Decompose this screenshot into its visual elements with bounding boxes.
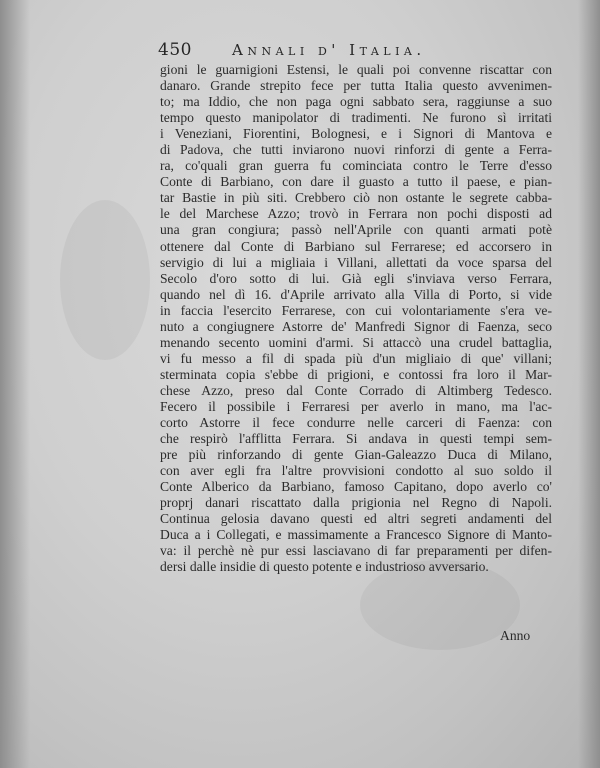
text-line: quando nel dì 16. d'Aprile arrivato alla Villa di Porto, si vide [160,286,552,302]
text-line: che respirò l'afflitta Ferrara. Si andava in questi tempi sem- [160,431,552,447]
text-line: di Padova, che tutti inviarono nuovi rinforzi di gente a Ferra- [160,142,552,158]
text-line: menando secento uomini d'armi. Si attaccò una crudel battaglia, [160,334,552,350]
text-line: con aver egli fra l'altre provvisioni condotto al suo soldo il [160,463,552,479]
text-line: Conte Alberico da Barbiano, famoso Capitano, dopo averlo co' [160,479,552,495]
page-number: 450 [158,40,192,60]
body-text [160,62,552,576]
text-line: chese Azzo, preso dal Conte Corrado di Altimberg Tedesco. [160,382,552,398]
text-line: nuto a congiugnere Astorre de' Manfredi Signor di Faenza, seco [160,318,552,334]
text-line: dersi dalle insidie di questo potente e industrioso avversario. [160,559,489,575]
text-line: proprj danari riscattato dalla prigionia nel Regno di Napoli. [160,495,552,511]
text-line: Continua gelosia davano questi ed altri segreti andamenti del [160,511,552,527]
text-line: ra, co'quali gran guerra fu cominciata contro le Terre d'esso [160,158,552,174]
text-line: sterminata copia s'ebbe di prigioni, e contossi fra loro il Mar- [160,366,552,382]
text-line: corto Astorre il fece condurre nelle carceri di Faenza: con [160,415,552,431]
text-line: una gran congiura; passò nell'Aprile con quanti armati potè [160,222,552,238]
text-line: Secolo d'oro sotto di lui. Già egli s'inviava verso Ferrara, [160,270,552,286]
text-line: Duca a i Collegati, e massimamente a Francesco Signore di Manto- [160,527,552,543]
text-line: in faccia l'esercito Ferrarese, con cui volontariamente s'era ve- [160,302,552,318]
text-line: to; ma Iddio, che non paga ogni sabbato sera, raggiunse a suo [160,94,552,110]
text-line: servigio di lui a migliaia i Villani, allettati da voce sparsa del [160,254,552,270]
paper-stain [60,200,150,360]
text-line: vi fu messo a fil di spada più d'un migliaio di que' villani; [160,350,552,366]
text-line: Conte di Barbiano, con dare il guasto a tutto il paese, e pian- [160,174,552,190]
text-line: tempo questo manipolator di tradimenti. Ne furono sì irritati [160,110,552,126]
text-line: pre più rinforzando di gente Gian-Galeazzo Duca di Milano, [160,447,552,463]
running-head: Annali d' Italia. [232,41,426,59]
text-line: Fecero il possibile i Ferraresi per averlo in mano, ma l'ac- [160,398,552,414]
text-line: le del Marchese Azzo; trovò in Ferrara non pochi disposti ad [160,206,552,222]
text-line: gioni le guarnigioni Estensi, le quali poi convenne riscattar con [160,62,552,77]
catchword: Anno [500,628,531,643]
text-line: ottenere dal Conte di Barbiano sul Ferrarese; ed accorsero in [160,238,552,254]
text-line: i Veneziani, Fiorentini, Bolognesi, e i Signori di Mantova e [160,126,552,142]
text-line: tar Bastie in più siti. Crebbero ciò non ostante le segrete cabba- [160,190,552,206]
page-header [158,40,538,62]
text-line: va: il perchè nè pur essi lasciavano di far preparamenti per difen- [160,543,552,559]
text-line: danaro. Grande strepito fece per tutta Italia questo avvenimen- [160,78,552,94]
